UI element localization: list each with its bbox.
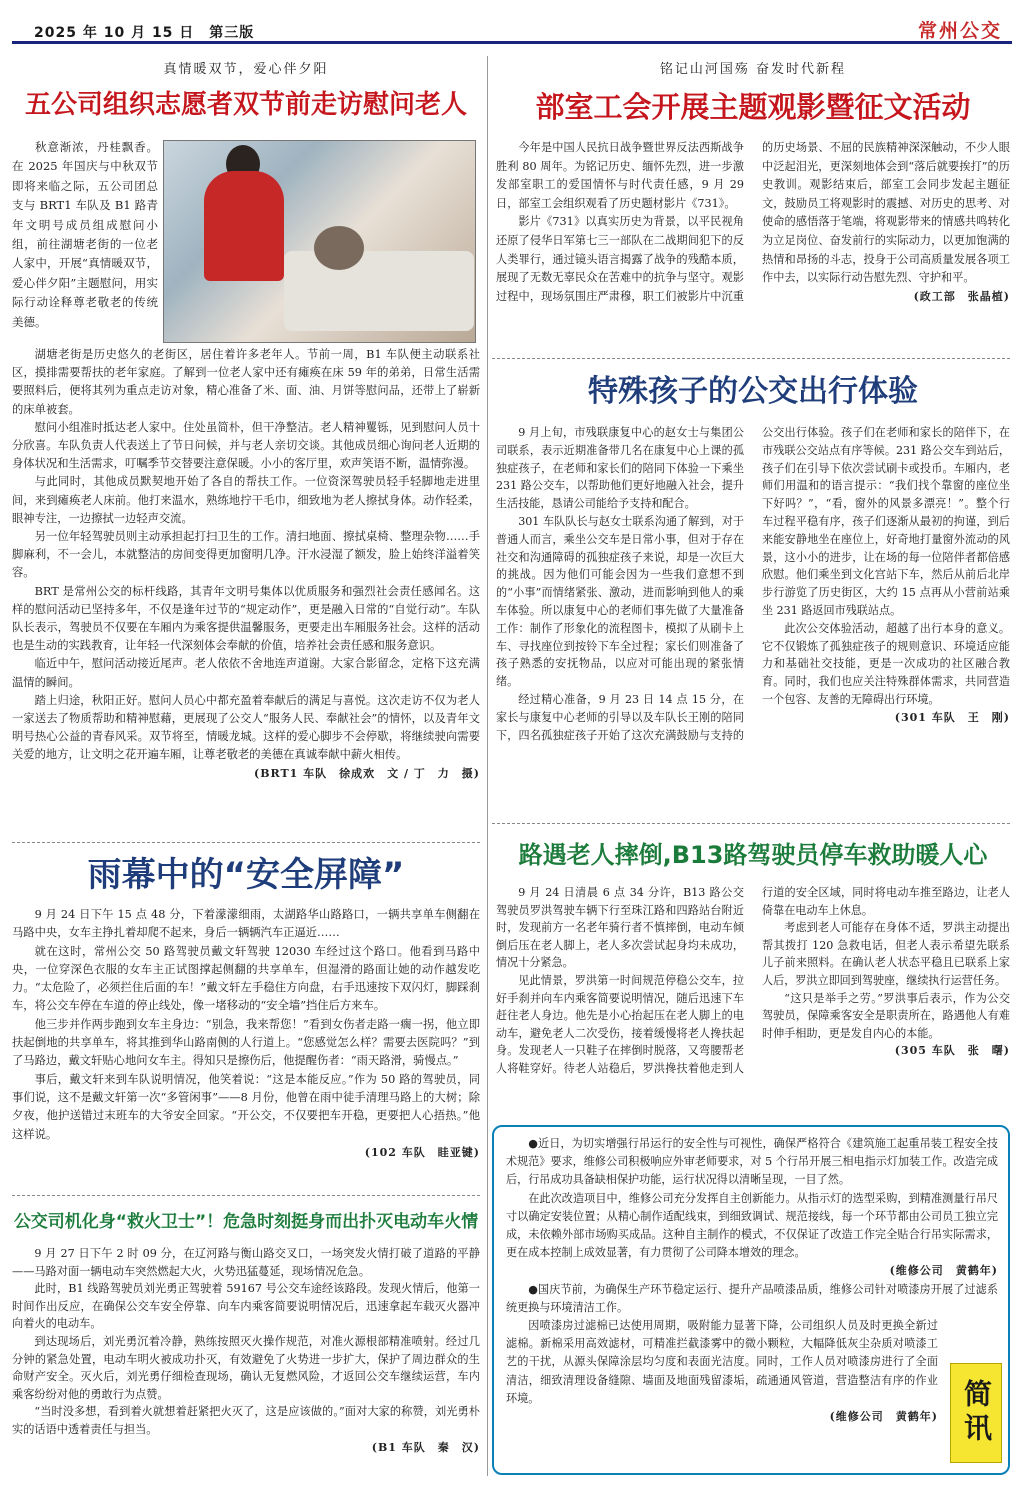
paragraph: 9 月 24 日清晨 6 点 34 分许，B13 路公交驾驶员罗洪驾驶车辆下行至珠江路和四路站台附近时，发现前方一名老年骑行者不慎摔倒，电动车倾倒后压在老人脚上，老人多次尝试起身均未成功，情况十分紧急。: [496, 886, 744, 970]
paragraph: 另一位年轻驾驶员则主动承担起打扫卫生的工作。清扫地面、擦拭桌椅、整理杂物……手脚麻利，不一会儿，本就整洁的房间变得更加窗明几净。汗水浸湿了额发，脸上始终洋溢着笑容。: [12, 530, 480, 580]
paragraph: 他三步并作两步跑到女车主身边：“别急，我来帮您！”看到女伤者走路一瘸一拐，他立即扶起倒地的共享单车，将其推到华山路南侧的人行道上。“您感觉怎么样？需要去医院吗？”到了马路边，戴文轩贴心地问女车主。得知只是擦伤后，他提醒伤者：“雨天路滑，骑慢点。”: [12, 1017, 480, 1068]
section-rule: [492, 823, 1010, 824]
article-volunteer-visit: [12, 58, 480, 125]
article-special-children: [496, 366, 1010, 744]
paragraph: 考虑到老人可能存在身体不适，罗洪主动提出帮其拨打 120 急救电话，但老人表示希望先联系儿子前来照料。在确认老人状态平稳且已联系上家人后，罗洪立即回到驾驶座，继续执行运营任务。: [762, 921, 1010, 987]
column-divider: [487, 56, 488, 1476]
article-elder-fall: [496, 830, 1010, 1078]
article-title: 五公司组织志愿者双节前走访慰问老人: [24, 90, 467, 120]
photo-bed: [284, 251, 474, 331]
volunteer-photo: [163, 140, 476, 343]
byline: (BRT1 车队 徐成欢 文 / 丁 力 摄): [254, 766, 480, 780]
article-body: [496, 424, 1010, 744]
paragraph: 与此同时，其他成员默契地开始了各自的帮扶工作。一位资深驾驶员轻手轻脚地走进里间，来到瘫痪老人床前。他打来温水，熟练地拧干毛巾，细致地为老人擦拭身体。动作轻柔，眼神专注，一边擦拭一边轻声交流。: [12, 475, 480, 525]
paragraph: 踏上归途，秋阳正好。慰问人员心中都充盈着奉献后的满足与喜悦。这次走访不仅为老人一家送去了物质帮助和精神慰藉，更展现了公交人“服务人民、奉献社会”的情怀，以及青年文明号热心公益的青春风采。双节将至，情暖龙城。这样的爱心脚步不会停歇，将继续驶向需要关爱的地方，让文明之花开遍车厢，让尊老敬老的美德在真诚奉献中薪火相传。: [12, 693, 480, 762]
byline: (维修公司 黄鹤年): [829, 1410, 938, 1424]
lead-paragraph: 秋意渐浓，丹桂飘香。在 2025 年国庆与中秋双节即将来临之际，五公司团总支与 BRT1 车队及 B1 路青年文明号成员组成慰问小组，前往湖塘老街的一位老人家中，开展“真情暖双节，爱心伴夕阳”主题慰问，用实际行动诠释尊老敬老的传统美德。: [12, 140, 158, 329]
article-title: 公交司机化身“救火卫士”！危急时刻挺身而出扑灭电动车火情: [13, 1212, 479, 1232]
paragraph: 经过精心准备，9 月 23 日 14 点 15 分，在家长与康复中心老师的引导以及车队长王刚的陪同下，四名孤独症孩子开始了这次充满鼓励与支持的公交出行体验。孩子们在老师和家长的陪伴下，在市残联公交站点有序等候。231 路公交车到站后，孩子们在引导下依次尝试刷卡或投币。车厢内，老师们用温和的语言提示：“我们找个靠窗的座位坐下好吗？”，“看，窗外的风景多漂亮！”。整个行车过程平稳有序，孩子们逐渐从最初的拘谨，到后来能安静地坐在座位上，好奇地打量窗外流动的风景，这小小的进步，让在场的每一位陪伴者都倍感欣慰。他们乘坐到文化宫站下车，然后从前后北岸步行游览了历史街区，大约 15 点再从小营前站乘坐 231 路返回市残联站点。: [496, 426, 1010, 742]
photo-red-vest: [204, 171, 284, 281]
page-header: [12, 10, 1012, 44]
article-fire-rescue: [12, 1203, 480, 1456]
section-rule: [12, 842, 480, 843]
brief-paragraph: ●国庆节前，为确保生产环节稳定运行、提升产品喷漆品质，维修公司针对喷漆房开展了过滤系统更换与环境清洁工作。: [506, 1282, 998, 1314]
photo-elder: [314, 226, 364, 270]
paragraph: 湖塘老街是历史悠久的老街区，居住着许多老年人。节前一周，B1 车队便主动联系社区，摸排需要帮扶的老年家庭。了解到一位老人家中还有瘫痪在床 59 年的弟弟，日常生活需要照料后，便将其列为重点走访对象，精心准备了米、面、油、月饼等慰问品，还带上了崭新的床单被套。: [12, 348, 480, 416]
byline: (政工部 张晶植): [913, 289, 1010, 303]
brief-badge: [950, 1363, 1002, 1463]
paragraph: 此时，B1 线路驾驶员刘光勇正驾驶着 59167 号公交车途经该路段。发现火情后，他第一时间作出反应，在确保公交车安全停靠、向车内乘客简要说明情况后，迅速拿起车载灭火器冲向着火的电动车。: [12, 1282, 480, 1331]
paragraph: 临近中午，慰问活动接近尾声。老人依依不舍地连声道谢。大家合影留念，定格下这充满温情的瞬间。: [12, 657, 480, 689]
article-body: [12, 346, 480, 783]
article-lead: [12, 138, 158, 332]
paragraph: 就在这时，常州公交 50 路驾驶员戴文轩驾驶 12030 车经过这个路口。他看到马路中央，一位穿深色衣服的女车主正试图撑起侧翻的共享单车，但湿滑的路面让她的动作越发吃力。“太危险了，必须拦住后面的车！”戴文轩左手稳住方向盘，右手迅速按下双闪灯，脚踩刹车，将公交车停在车道的停止线处，像一堵移动的“安全墙”挡住后方来车。: [12, 944, 480, 1013]
byline: (305 车队 张 曙): [894, 1044, 1010, 1058]
article-title: 部室工会开展主题观影暨征文活动: [535, 90, 971, 124]
brief-paragraph: ●近日，为切实增强行吊运行的安全性与可视性，确保严格符合《建筑施工起重吊装工程安全技术规范》要求，维修公司积极响应外审老师要求，对 5 个行吊开展三相电指示灯加装工作。改造完成后，行吊成功具备缺相保护功能，运行状况得以清晰呈现，一目了然。: [506, 1137, 998, 1187]
article-body: [12, 906, 480, 1162]
brief-paragraph: 在此次改造项目中，维修公司充分发挥自主创新能力。从指示灯的选型采购，到精准测量行吊尺寸以确定安装位置；从精心制作适配线束，到细致调试、规范接线，每一个环节都由公司员工独立完成，未依赖外部市场购买成品。这种自主制作的模式，不仅保证了改造工作完全贴合行吊实际需求，更在成本控制上成效显著，有力贯彻了公司降本增效的理念。: [506, 1191, 998, 1260]
paragraph: 9 月 24 日下午 15 点 48 分，下着濛濛细雨，太湖路华山路路口，一辆共享单车侧翻在马路中央，女车主挣扎着却爬不起来，身后一辆辆汽车正逼近……: [12, 908, 480, 940]
paragraph: 此次公交体验活动，超越了出行本身的意义。它不仅锻炼了孤独症孩子的规则意识、环境适应能力和基础社交技能，更是一次成功的社区融合教育。同时，我们也应关注特殊群体需求，共同营造一个包容、友善的无障碍出行环境。: [762, 621, 1010, 706]
paragraph: 今年是中国人民抗日战争暨世界反法西斯战争胜利 80 周年。为铭记历史、缅怀先烈，进一步激发部室职工的爱国情怀与时代责任感，9 月 29 日，部室工会组织观看了历史题材影片《731》。: [496, 141, 744, 210]
issue-date: 2025 年 10 月 15 日 第三版: [34, 25, 255, 41]
paragraph: BRT 是常州公交的标杆线路，其青年文明号集体以优质服务和强烈社会责任感闻名。这样的慰问活动已坚持多年，不仅是逢年过节的“规定动作”，更是融入日常的“自觉行动”。车队队长表示，驾驶员不仅要在车厢内为乘客提供温馨服务，更要走出车厢服务社会。这样的活动也是生动的实践教育，让年轻一代深刻体会奉献的价值，培养社会责任感和服务意识。: [12, 584, 480, 653]
byline: (102 车队 眭亚键): [364, 1145, 480, 1159]
paragraph: “这只是举手之劳。”罗洪事后表示，作为公交驾驶员，保障乘客安全是职责所在，路遇他人有难时伸手相助，更是发自内心的本能。: [762, 991, 1010, 1040]
article-title: 路遇老人摔倒,B13路驾驶员停车救助暖人心: [518, 841, 988, 869]
article-kicker: 真情暖双节，爱心伴夕阳: [163, 62, 329, 77]
article-title: 特殊孩子的公交出行体验: [588, 374, 918, 409]
article-body: [12, 1245, 480, 1456]
paragraph: 慰问小组准时抵达老人家中。住处虽简朴，但干净整洁。老人精神矍铄，见到慰问人员十分欣喜。车队负责人代表送上了节日问候，并与老人亲切交谈。其他成员细心询问老人近期的身体状况和生活需求，叮嘱季节交替要注意保暖。小小的客厅里，欢声笑语不断，温情弥漫。: [12, 420, 480, 471]
article-body: [496, 884, 1010, 1078]
paragraph: “当时没多想，看到着火就想着赶紧把火灭了，这是应该做的。”面对大家的称赞，刘光勇朴实的话语中透着责任与担当。: [12, 1405, 480, 1436]
article-film-viewing: [496, 58, 1010, 306]
paragraph: 9 月 27 日下午 2 时 09 分，在辽河路与衡山路交叉口，一场突发火情打破了道路的平静——马路对面一辆电动车突然燃起大火，火势迅猛蔓延，现场情况危急。: [12, 1247, 480, 1278]
paragraph: 影片《731》以真实历史为背景，以平民视角还原了侵华日军第七三一部队在二战期间犯下的反人类罪行，通过镜头语言揭露了战争的残酷本质，展现了无数无辜民众在苦难中的抗争与坚守。观影过程中，现场氛围庄严肃穆，职工们被影片中沉重的历史场景、不屈的民族精神深深触动，不少人眼中泛起泪光，更深刻地体会到“落后就要挨打”的历史教训。观影结束后，部室工会同步发起主题征文，鼓励员工将观影时的震撼、对历史的思考、对使命的感悟落于笔端，将观影带来的情感共鸣转化为立足岗位、奋发前行的实际动力，以更加饱满的热情和昂扬的斗志，投身于公司高质量发展各项工作中去，以实际行动告慰先烈、守护和平。: [496, 141, 1010, 303]
paragraph: 9 月上旬，市残联康复中心的赵女士与集团公司联系，表示近期准备带几名在康复中心上课的孤独症孩子，在老师和家长们的陪同下体验一下乘坐 231 路公交车，以帮助他们更好地融入社会，提升生活技能，恳请公司能给予支持和配合。: [496, 426, 744, 511]
article-title: 雨幕中的“安全屏障”: [87, 855, 405, 895]
byline: (B1 车队 秦 汉): [371, 1440, 480, 1454]
byline: (维修公司 黄鹤年): [889, 1264, 998, 1278]
brief-paragraph: 因喷漆房过滤棉已达使用周期，吸附能力显著下降，公司组织人员及时更换全新过滤棉。新棉采用高效滤材，可精准拦截漆雾中的微小颗粒，大幅降低灰尘杂质对喷漆工艺的干扰，从源头保障涂层均匀度和表面光洁度。同时，工作人员对喷漆房进行了全面清洁，细致清理设备缝隙、墙面及地面残留漆垢，疏通通风管道，营造整洁有序的作业环境。: [506, 1319, 938, 1405]
paragraph: 到达现场后，刘光勇沉着冷静，熟练按照灭火操作规范，对准火源根部精准喷射。经过几分钟的紧急处置，电动车明火被成功扑灭，有效避免了火势进一步扩大，保护了周边群众的生命财产安全。灭火后，刘光勇仔细检查现场，确认无复燃风险，才返回公交车继续运营，车内乘客纷纷对他的勇敢行为点赞。: [12, 1334, 480, 1401]
byline: (301 车队 王 刚): [894, 710, 1010, 724]
news-brief-box: [492, 1125, 1010, 1475]
masthead-logo: 常州公交: [917, 20, 1002, 42]
paragraph: 事后，戴文轩来到车队说明情况，他笑着说：“这是本能反应。”作为 50 路的驾驶员，同事们说，这不是戴文轩第一次“多管闲事”——8 月份，他曾在雨中徒手清理马路上的大树；除夕夜，他护送错过末班车的大爷安全回家。“开公交，不仅要把车开稳，更要把人心捂热。”他这样说。: [12, 1072, 480, 1141]
article-kicker: 铭记山河国殇 奋发时代新程: [659, 62, 847, 77]
article-rain-safety: [12, 850, 480, 1162]
brief-body: [506, 1135, 998, 1426]
paragraph: 301 车队队长与赵女士联系沟通了解到，对于普通人而言，乘坐公交车是日常小事，但对于存在社交和沟通障碍的孤独症孩子来说，却是一次巨大的挑战。因为他们可能会因为一些我们意想不到的“小事”而情绪紧张、激动，进而影响到他人的乘车体验。所以康复中心的老师们事先做了大量准备工作：制作了形象化的流程图卡，模拟了从刷卡上车、寻找座位到按铃下车全过程；家长们则准备了孩子熟悉的安抚物品，以应对可能出现的紧张情绪。: [496, 514, 744, 689]
section-rule: [12, 1195, 480, 1196]
section-rule: [492, 358, 1010, 359]
article-body: [496, 139, 1010, 306]
brief-badge-label: 简讯: [960, 1379, 993, 1447]
paragraph: 见此情景，罗洪第一时间规范停稳公交车，拉好手刹并向车内乘客简要说明情况，随后迅速下车赶往老人身边。他先是小心抬起压在老人脚上的电动车，避免老人二次受伤，接着缓慢将老人搀扶起身。发现老人一只鞋子在摔倒时脱落，又弯腰帮老人将鞋穿好。待老人站稳后，罗洪搀扶着他走到人行道的安全区域，同时将电动车推至路边，让老人倚靠在电动车上休息。: [496, 886, 1010, 1075]
